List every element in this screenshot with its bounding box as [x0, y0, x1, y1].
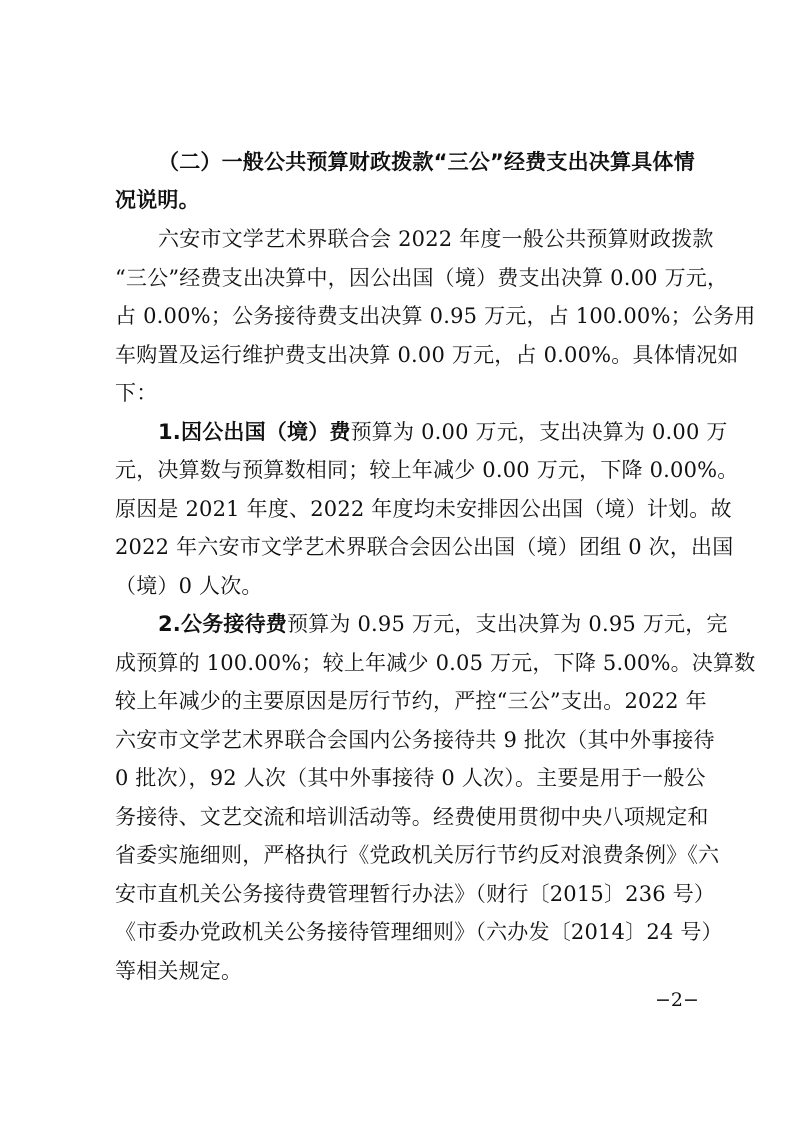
page-number: −2− [655, 989, 699, 1011]
paragraph-line: （境）0 人次。 [115, 574, 263, 598]
paragraph-line: 安市直机关公务接待费管理暂行办法》（财行〔2015〕236 号） [115, 882, 716, 906]
paragraph-line: 务接待、文艺交流和培训活动等。经费使用贯彻中央八项规定和 [115, 805, 709, 829]
paragraph-line: 《市委办党政机关公务接待管理细则》（六办发〔2014〕24 号） [115, 920, 723, 944]
paragraph-line: 占 0.00%；公务接待费支出决算 0.95 万元，占 100.00%；公务用 [115, 304, 756, 328]
item-2-text: 预算为 0.95 万元，支出决算为 0.95 万元，完 [287, 612, 728, 636]
section-heading-continued: 况说明。 [115, 188, 200, 212]
item-2-first-line [158, 607, 728, 641]
paragraph-line: 等相关规定。 [115, 959, 243, 983]
paragraph-line: 车购置及运行维护费支出决算 0.00 万元，占 0.00%。具体情况如 [115, 343, 739, 367]
paragraph-line: “三公”经费支出决算中，因公出国（境）费支出决算 0.00 万元， [115, 266, 729, 290]
paragraph-line: 原因是 2021 年度、2022 年度均未安排因公出国（境）计划。故 [115, 497, 732, 521]
item-1-title: 1.因公出国（境）费 [158, 420, 351, 444]
item-2-title: 2.公务接待费 [158, 612, 287, 636]
paragraph-line: 六安市文学艺术界联合会国内公务接待共 9 批次（其中外事接待 [115, 728, 715, 752]
item-1-text: 预算为 0.00 万元，支出决算为 0.00 万 [350, 420, 728, 444]
section-heading: （二）一般公共预算财政拨款“三公”经费支出决算具体情 [158, 150, 695, 174]
paragraph-line: 成预算的 100.00%；较上年减少 0.05 万元，下降 5.00%。决算数 [115, 651, 756, 675]
paragraph-line: 元，决算数与预算数相同；较上年减少 0.00 万元，下降 0.00%。 [115, 458, 739, 482]
paragraph-line: 省委实施细则，严格执行《党政机关厉行节约反对浪费条例》《六 [115, 843, 720, 867]
paragraph-line: 2022 年六安市文学艺术界联合会因公出国（境）团组 0 次，出国 [115, 535, 734, 559]
paragraph-line: 六安市文学艺术界联合会 2022 年度一般公共预算财政拨款 [158, 227, 714, 251]
paragraph-line: 较上年减少的主要原因是厉行节约，严控“三公”支出。2022 年 [115, 689, 707, 713]
paragraph-line: 0 批次），92 人次（其中外事接待 0 人次）。主要是用于一般公 [115, 766, 706, 790]
paragraph-line: 下： [115, 381, 158, 405]
item-1-first-line [158, 415, 728, 449]
